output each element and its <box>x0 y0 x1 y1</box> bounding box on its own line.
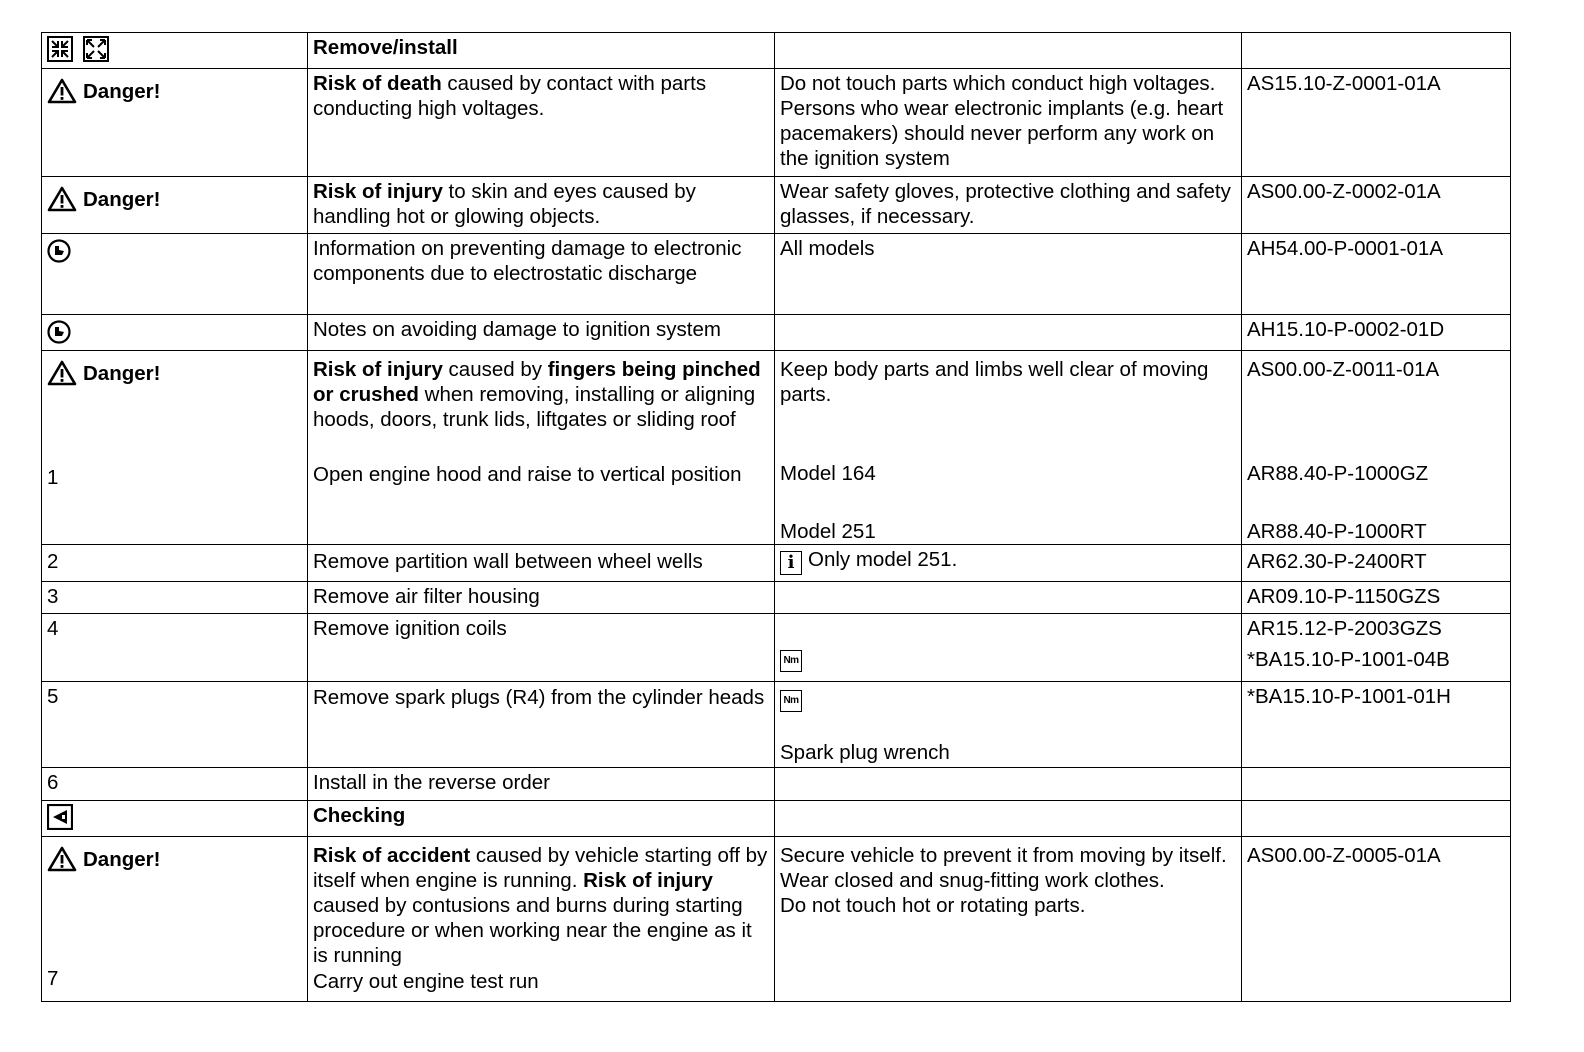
step-description: Install in the reverse order <box>308 768 775 801</box>
section-header-checking <box>42 801 1511 837</box>
document-reference: AS00.00-Z-0011-01A <box>1247 358 1440 381</box>
note-row-ignition <box>42 315 1511 351</box>
document-reference: AS00.00-Z-0005-01A <box>1242 837 1511 1002</box>
document-reference: AH15.10-P-0002-01D <box>1242 315 1511 351</box>
danger-label: Danger! <box>47 186 160 212</box>
step-description: Remove partition wall between wheel wells <box>308 545 775 582</box>
danger-row-engine-run <box>42 837 1511 1002</box>
model-variant: Model 251 <box>780 520 876 543</box>
danger-label: Danger! <box>47 360 160 386</box>
note-description: Notes on avoiding damage to ignition system <box>308 315 775 351</box>
document-reference: AH54.00-P-0001-01A <box>1242 234 1511 315</box>
torque-icon: Nm <box>780 650 802 672</box>
danger-description: Risk of injury caused by fingers being pinched or crushed when removing, installing or aligning hoods, doors, trunk lids, liftgates or sliding roof <box>313 358 761 431</box>
step-measure: Only model 251. <box>808 548 958 571</box>
note-hand-icon <box>47 320 71 344</box>
checking-icon <box>47 804 73 830</box>
step-number: 3 <box>42 582 308 614</box>
warning-triangle-icon <box>47 360 77 386</box>
step-description: Open engine hood and raise to vertical position <box>313 463 742 486</box>
remove-install-title: Remove/install <box>308 33 775 69</box>
info-icon: i <box>780 551 802 575</box>
document-reference: AR62.30-P-2400RT <box>1242 545 1511 582</box>
note-measure: All models <box>775 234 1242 315</box>
step-row-4 <box>42 614 1511 682</box>
note-hand-icon <box>47 239 71 263</box>
special-tool: Spark plug wrench <box>780 741 950 764</box>
section-header-remove-install <box>42 33 1511 69</box>
step-row-5 <box>42 682 1511 768</box>
danger-label: Danger! <box>47 78 160 104</box>
step-number: 2 <box>42 545 308 582</box>
step-description: Remove spark plugs (R4) from the cylinder heads <box>308 682 775 768</box>
danger-measure: Do not touch hot or rotating parts. <box>780 894 1086 917</box>
document-reference: AR88.40-P-1000RT <box>1247 520 1427 543</box>
step-description: Remove air filter housing <box>308 582 775 614</box>
document-reference: AS00.00-Z-0002-01A <box>1242 177 1511 234</box>
install-icon <box>83 36 109 62</box>
danger-description: Risk of accident caused by vehicle starting off by itself when engine is running. Risk of injury caused by contusions and burns during starting procedure or when working near the engine as it is running <box>313 844 768 967</box>
step-number: 7 <box>47 967 59 990</box>
document-reference: *BA15.10-P-1001-04B <box>1247 648 1450 671</box>
step-row-2 <box>42 545 1511 582</box>
document-reference: *BA15.10-P-1001-01H <box>1242 682 1511 768</box>
step-number: 6 <box>42 768 308 801</box>
document-reference: AR15.12-P-2003GZS <box>1247 617 1442 640</box>
checking-title: Checking <box>308 801 775 837</box>
step-description: Remove ignition coils <box>308 614 775 682</box>
warning-triangle-icon <box>47 78 77 104</box>
torque-icon: Nm <box>780 690 802 712</box>
model-variant: Model 164 <box>780 462 876 485</box>
note-description: Information on preventing damage to electronic components due to electrostatic discharge <box>308 234 775 315</box>
danger-description: Risk of injury to skin and eyes caused by handling hot or glowing objects. <box>308 177 775 234</box>
document-reference: AS15.10-Z-0001-01A <box>1242 69 1511 177</box>
step-number: 5 <box>42 682 308 768</box>
procedure-document <box>41 32 1510 1000</box>
document-reference: AR09.10-P-1150GZS <box>1242 582 1511 614</box>
note-row-electrostatic <box>42 234 1511 315</box>
danger-row-pinching <box>42 351 1511 545</box>
step-description: Carry out engine test run <box>313 970 539 993</box>
danger-measure: Do not touch parts which conduct high voltages. Persons who wear electronic implants (e.g. heart pacemakers) should never perform any work on the ignition system <box>775 69 1242 177</box>
warning-triangle-icon <box>47 846 77 872</box>
danger-measure: Secure vehicle to prevent it from moving by itself. <box>780 844 1227 867</box>
danger-measure: Wear closed and snug-fitting work clothes. <box>780 869 1165 892</box>
danger-measure: Keep body parts and limbs well clear of moving parts. <box>780 358 1209 406</box>
step-number: 4 <box>42 614 308 682</box>
danger-row-high-voltage <box>42 69 1511 177</box>
danger-row-hot-objects <box>42 177 1511 234</box>
danger-measure: Wear safety gloves, protective clothing and safety glasses, if necessary. <box>775 177 1242 234</box>
remove-icon <box>47 36 73 62</box>
step-row-3 <box>42 582 1511 614</box>
danger-description: Risk of death caused by contact with parts conducting high voltages. <box>308 69 775 177</box>
step-row-6 <box>42 768 1511 801</box>
danger-label: Danger! <box>47 846 160 872</box>
remove-install-icons <box>42 33 308 69</box>
document-reference: AR88.40-P-1000GZ <box>1247 462 1429 485</box>
warning-triangle-icon <box>47 186 77 212</box>
procedure-table <box>41 32 1511 1002</box>
step-number: 1 <box>47 466 59 489</box>
